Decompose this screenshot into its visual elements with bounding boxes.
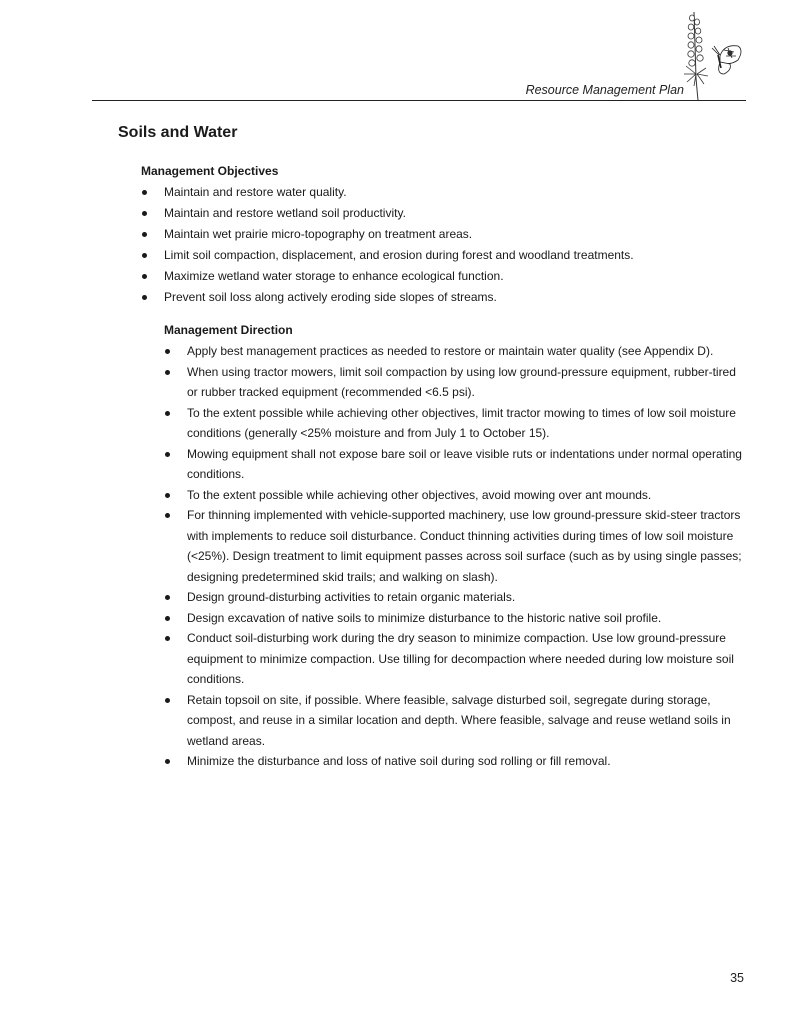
list-item: Maintain and restore wetland soil productivity. [141, 203, 761, 224]
list-item: Maintain wet prairie micro-topography on treatment areas. [141, 224, 761, 245]
list-item: Maximize wetland water storage to enhance ecological function. [141, 266, 761, 287]
document-header-title: Resource Management Plan [525, 83, 684, 97]
list-item: When using tractor mowers, limit soil compaction by using low ground-pressure equipment, rubber-tired or rubber tracked equipment (recommended <6.5 psi). [164, 362, 744, 403]
direction-heading: Management Direction [164, 323, 293, 337]
list-item: Design excavation of native soils to minimize disturbance to the historic native soil profile. [164, 608, 744, 629]
list-item: Maintain and restore water quality. [141, 182, 761, 203]
list-item: Minimize the disturbance and loss of native soil during sod rolling or fill removal. [164, 751, 744, 772]
flower-and-butterfly-icon [674, 8, 750, 104]
direction-list [164, 341, 744, 772]
list-item: To the extent possible while achieving other objectives, avoid mowing over ant mounds. [164, 485, 744, 506]
objectives-heading: Management Objectives [141, 164, 279, 178]
list-item: Mowing equipment shall not expose bare soil or leave visible ruts or indentations under normal operating conditions. [164, 444, 744, 485]
list-item: Apply best management practices as needed to restore or maintain water quality (see Appendix D). [164, 341, 744, 362]
list-item: Retain topsoil on site, if possible. Where feasible, salvage disturbed soil, segregate during storage, compost, and reuse in a similar location and depth. Where feasible, salvage and reuse wetland soils in wetland areas. [164, 690, 744, 752]
management-objectives-section [141, 162, 761, 308]
list-item: Limit soil compaction, displacement, and erosion during forest and woodland treatments. [141, 245, 761, 266]
list-item: Prevent soil loss along actively eroding side slopes of streams. [141, 287, 761, 308]
section-title: Soils and Water [118, 124, 238, 141]
page-number: 35 [730, 971, 744, 985]
objectives-list [141, 182, 761, 308]
list-item: To the extent possible while achieving other objectives, limit tractor mowing to times of low soil moisture conditions (generally <25% moisture and from July 1 to October 15). [164, 403, 744, 444]
management-direction-section [164, 321, 744, 772]
list-item: Conduct soil-disturbing work during the dry season to minimize compaction. Use low ground-pressure equipment to minimize compaction. Use tilling for decompaction where needed during low moisture soil conditions. [164, 628, 744, 690]
header-divider [92, 100, 746, 101]
list-item: For thinning implemented with vehicle-supported machinery, use low ground-pressure skid-steer tractors with implements to reduce soil disturbance. Conduct thinning activities during times of low soil moisture (<25%). Design treatment to limit equipment passes across soil surface (such as by using single passes; designing predetermined skid trails; and walking on slash). [164, 505, 744, 587]
list-item: Design ground-disturbing activities to retain organic materials. [164, 587, 744, 608]
